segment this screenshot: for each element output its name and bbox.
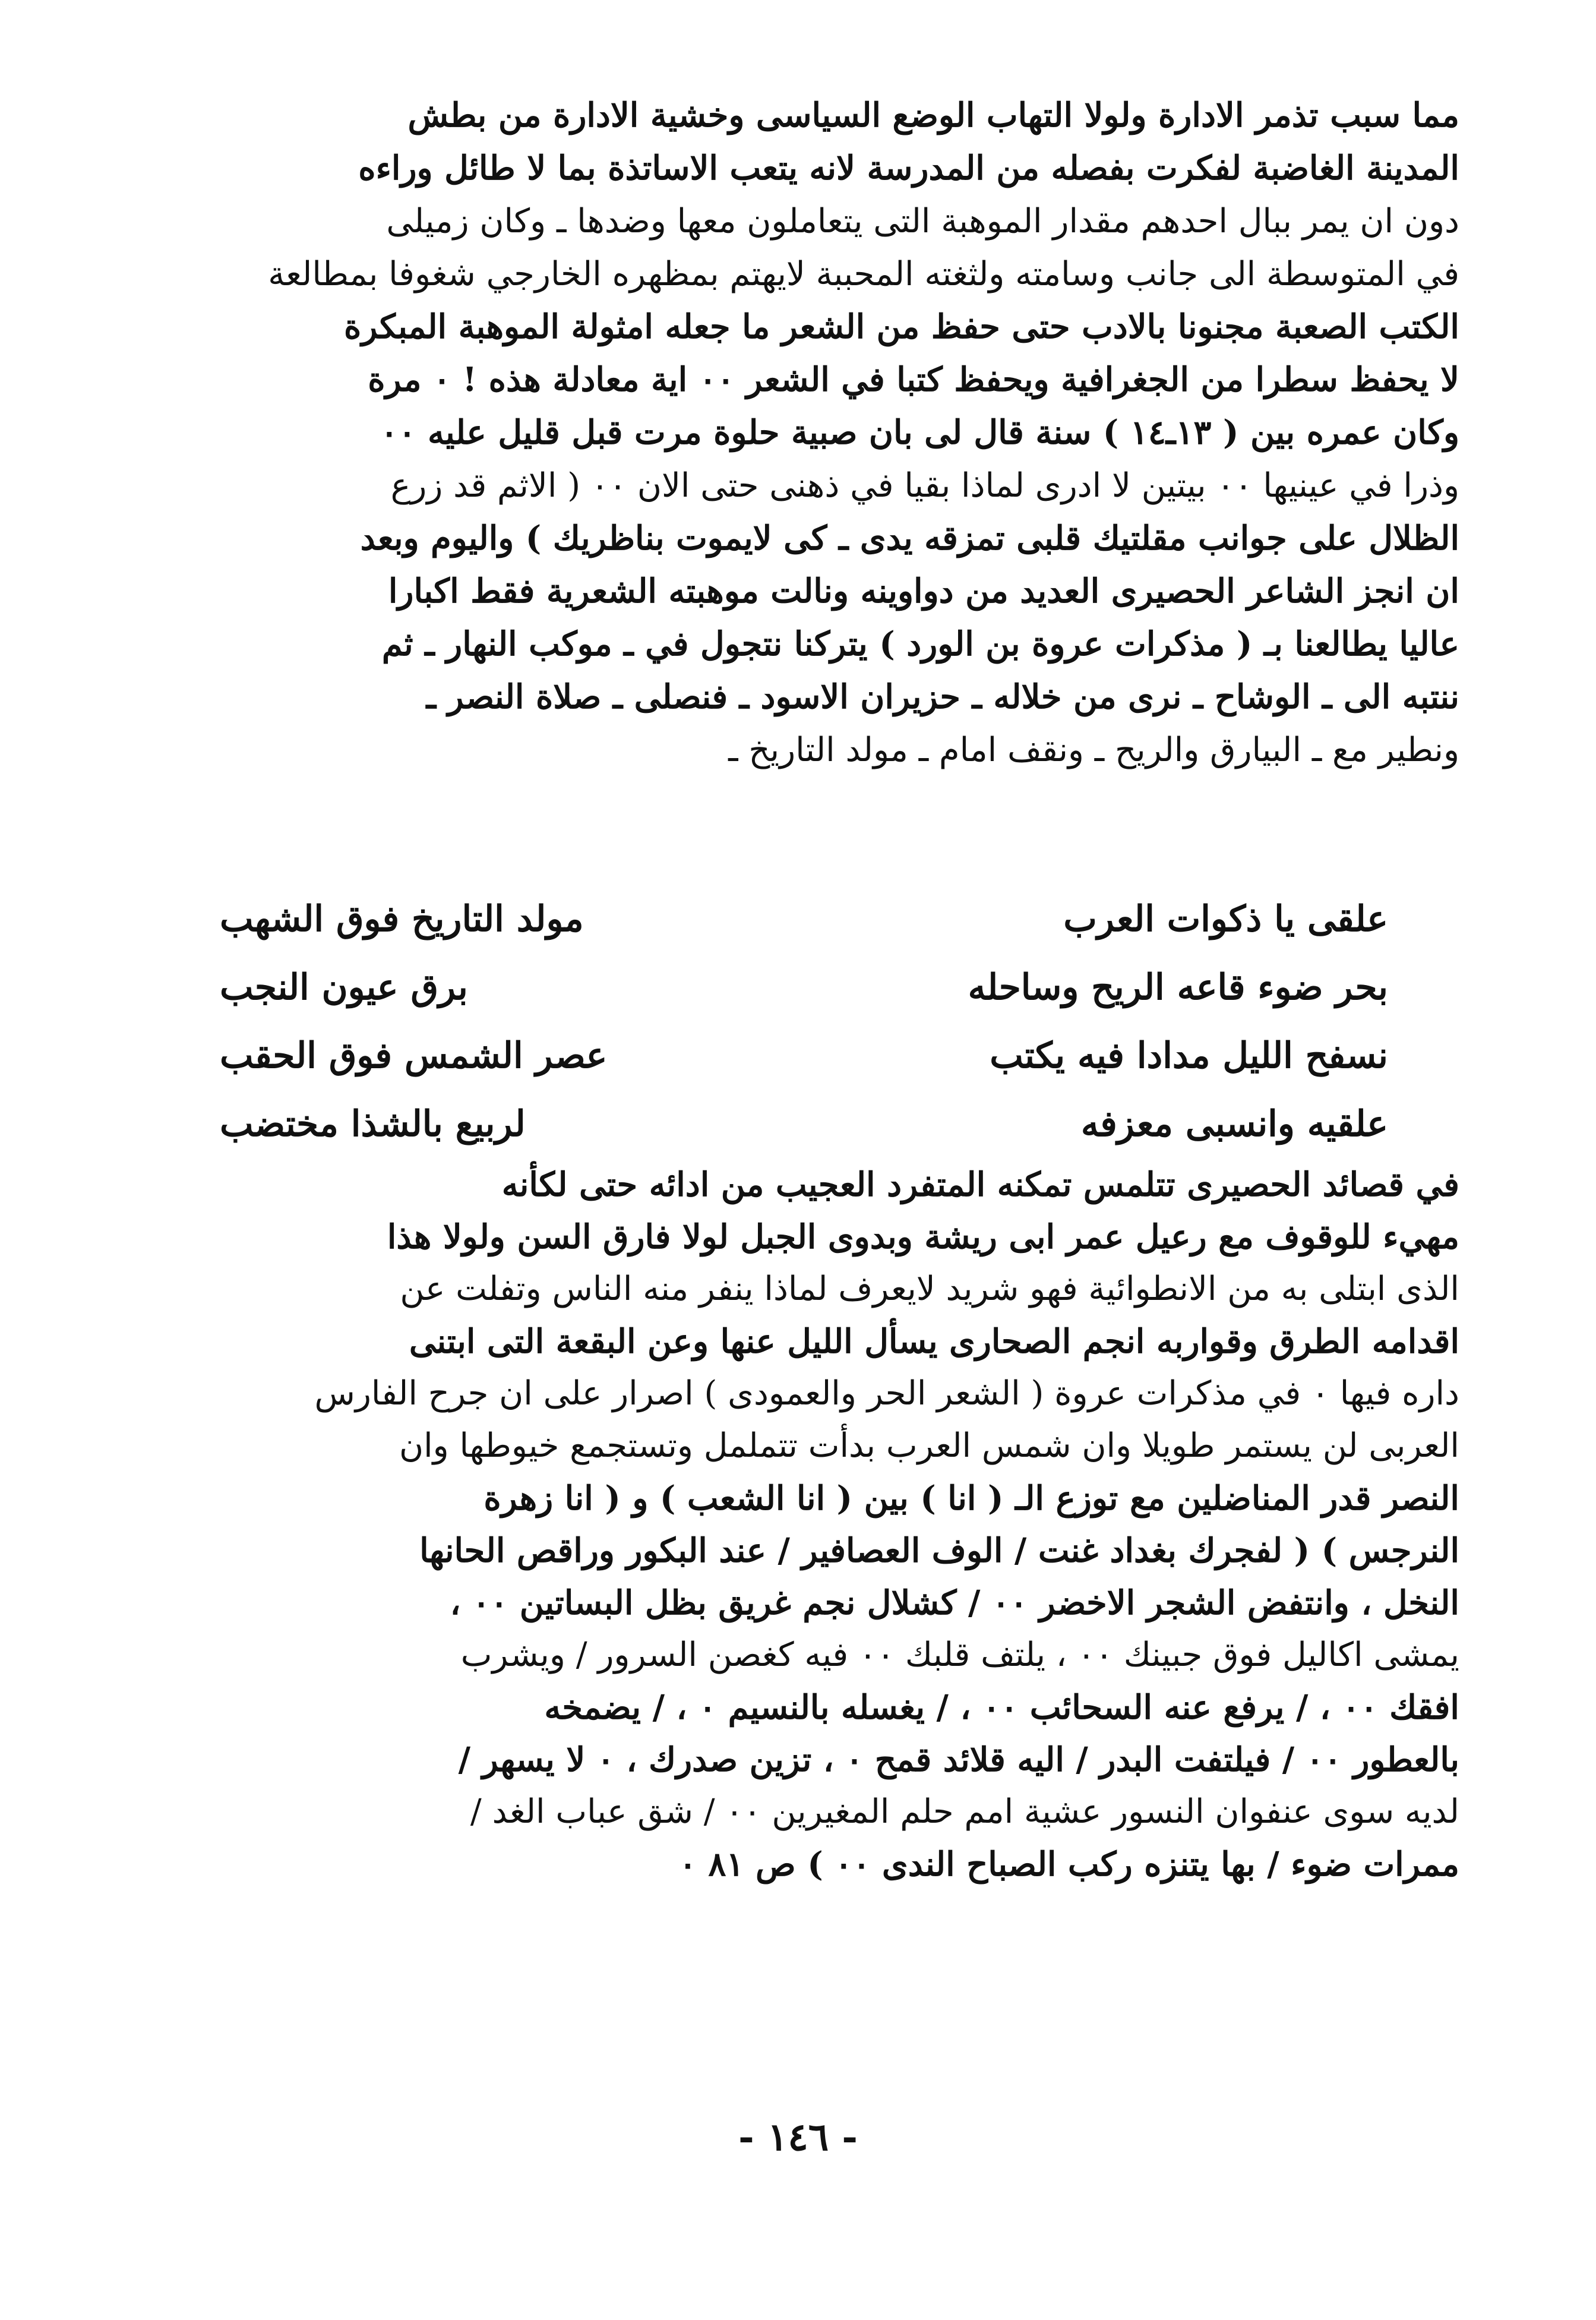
text-line: ونطير مع ـ البيارق والريح ـ ونقف امام ـ مولد التاريخ ـ: [728, 731, 1459, 769]
paragraph-prose-2: [119, 1159, 1459, 1890]
poem-verse: [220, 1022, 1388, 1090]
text-line: الذى ابتلى به من الانطوائية فهو شريد لايعرف لماذا ينفر منه الناس وتفلت عن: [400, 1270, 1459, 1308]
text-line: وذرا في عينيها ٠٠ بيتين لا ادرى لماذا بقيا في ذهنى حتى الان ٠٠ ( الاثم قد زرع: [390, 466, 1459, 505]
text-line: ممرات ضوء / بها يتنزه ركب الصباح الندى ٠٠ ) ص ٨١ ٠: [678, 1845, 1459, 1884]
verse-first-hemistich: علقيه وانسبى معزفه: [1080, 1103, 1388, 1145]
text-line: العربى لن يستمر طويلا وان شمس العرب بدأت تتململ وتستجمع خيوطها وان: [399, 1426, 1459, 1465]
text-line: في قصائد الحصيرى تتلمس تمكنه المتفرد العجيب من ادائه حتى لكأنه: [501, 1165, 1459, 1204]
text-line: ان انجز الشاعر الحصيرى العديد من دواوينه ونالت موهبته الشعرية فقط اكبارا: [388, 572, 1459, 611]
text-line: بالعطور ٠٠ / فيلتفت البدر / اليه قلائد قمح ٠ ، تزين صدرك ، ٠ لا يسهر /: [458, 1740, 1459, 1779]
verse-second-hemistich: عصر الشمس فوق الحقب: [220, 1035, 608, 1077]
text-line: دون ان يمر ببال احدهم مقدار الموهبة التى يتعاملون معها وضدها ـ وكان زميلى: [386, 202, 1459, 241]
verse-first-hemistich: علقى يا ذكوات العرب: [1063, 898, 1388, 940]
text-line: عاليا يطالعنا بـ ( مذكرات عروة بن الورد ) يتركنا نتجول في ـ موكب النهار ـ ثم: [381, 624, 1459, 664]
text-line: لديه سوى عنفوان النسور عشية امم حلم المغيرين ٠٠ / شق عباب الغد /: [470, 1792, 1459, 1831]
text-line: النصر قدر المناضلين مع توزع الـ ( انا ) بين ( انا الشعب ) و ( انا زهرة: [483, 1479, 1459, 1518]
text-line: مما سبب تذمر الادارة ولولا التهاب الوضع السياسى وخشية الادارة من بطش: [407, 96, 1459, 135]
verse-first-hemistich: بحر ضوء قاعه الريح وساحله: [968, 967, 1388, 1008]
paragraph-prose-1: [119, 89, 1459, 777]
text-line: يمشى اكاليل فوق جبينك ٠٠ ، يلتف قلبك ٠٠ فيه كغصن السرور / ويشرب: [460, 1636, 1459, 1674]
poem-verse: [220, 885, 1388, 954]
text-line: لا يحفظ سطرا من الجغرافية ويحفظ كتبا في الشعر ٠٠ اية معادلة هذه ! ٠ مرة: [368, 360, 1459, 399]
text-line: وكان عمره بين ( ١٣ـ١٤ ) سنة قال لى بان صبية حلوة مرت قبل قليل عليه ٠٠: [380, 413, 1459, 452]
verse-second-hemistich: لربيع بالشذا مختضب: [220, 1103, 526, 1145]
page-number: - ١٤٦ -: [738, 2115, 858, 2160]
text-line: النرجس ) ( لفجرك بغداد غنت / الوف العصافير / عند البكور وراقص الحانها: [419, 1531, 1459, 1570]
text-line: مهيء للوقوف مع رعيل عمر ابى ريشة وبدوى الجبل لولا فارق السن ولولا هذا: [387, 1217, 1459, 1257]
poem-verse: [220, 1090, 1388, 1159]
poem-verse: [220, 954, 1388, 1022]
text-line: ننتبه الى ـ الوشاح ـ نرى من خلاله ـ حزيران الاسود ـ فنصلى ـ صلاة النصر ـ: [426, 677, 1459, 716]
text-line: النخل ، وانتفض الشجر الاخضر ٠٠ / كشلال نجم غريق بظل البساتين ٠٠ ،: [450, 1583, 1459, 1623]
text-line: اقدامه الطرق وقواربه انجم الصحارى يسأل الليل عنها وعن البقعة التى ابتنى: [409, 1322, 1459, 1361]
verse-second-hemistich: برق عيون النجب: [220, 967, 468, 1008]
verse-second-hemistich: مولد التاريخ فوق الشهب: [220, 898, 584, 940]
poem-block: [220, 885, 1388, 1159]
text-line: افقك ٠٠ ، / يرفع عنه السحائب ٠٠ ، / يغسله بالنسيم ٠ ، / يضمخه: [544, 1688, 1459, 1727]
text-line: داره فيها ٠ في مذكرات عروة ( الشعر الحر والعمودى ) اصرار على ان جرح الفارس: [314, 1374, 1459, 1413]
text-line: الكتب الصعبة مجنونا بالادب حتى حفظ من الشعر ما جعله امثولة الموهبة المبكرة: [344, 307, 1459, 346]
verse-first-hemistich: نسفح الليل مدادا فيه يكتب: [990, 1035, 1388, 1077]
text-line: الظلال على جوانب مقلتيك قلبى تمزقه يدى ـ كى لايموت بناظريك ) واليوم وبعد: [360, 519, 1459, 558]
text-line: المدينة الغاضبة لفكرت بفصله من المدرسة لانه يتعب الاساتذة بما لا طائل وراءه: [358, 149, 1459, 188]
text-line: في المتوسطة الى جانب وسامته ولثغته المحببة لايهتم بمظهره الخارجي شغوفا بمطالعة: [268, 255, 1459, 293]
